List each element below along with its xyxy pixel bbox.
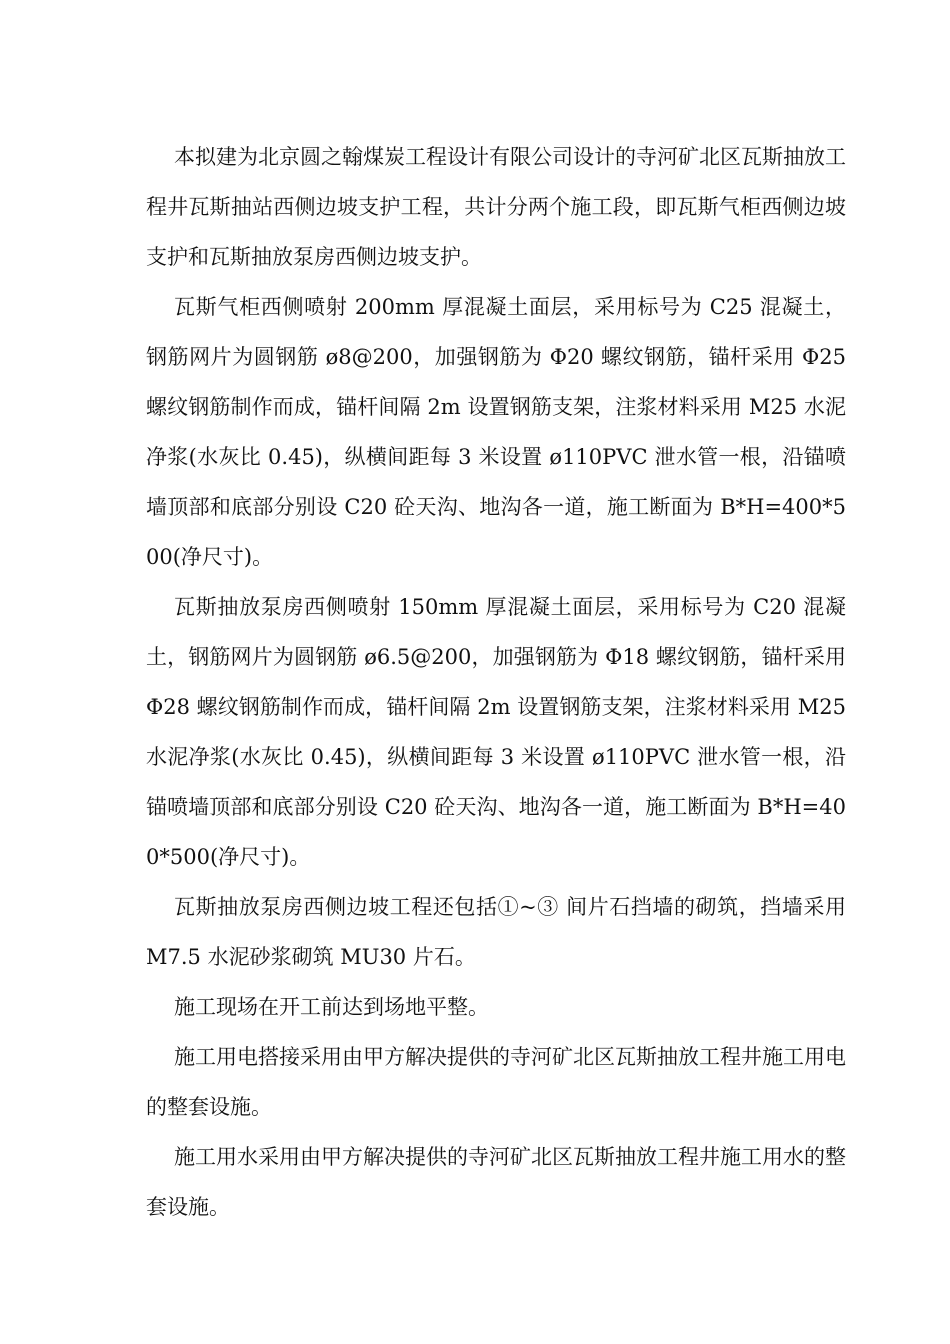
paragraph-power-supply: 施工用电搭接采用由甲方解决提供的寺河矿北区瓦斯抽放工程井施工用电的整套设施。 [146,1045,846,1119]
paragraph-retaining-wall: 瓦斯抽放泵房西侧边坡工程还包括①~③ 间片石挡墙的砌筑，挡墙采用 M7.5 水泥砂浆砌筑 MU30 片石。 [146,895,846,969]
paragraph-site-leveling: 施工现场在开工前达到场地平整。 [174,995,489,1019]
document-body [146,132,846,1232]
paragraph-project-overview: 本拟建为北京圆之翰煤炭工程设计有限公司设计的寺河矿北区瓦斯抽放工程井瓦斯抽站西侧边坡支护工程，共计分两个施工段，即瓦斯气柜西侧边坡支护和瓦斯抽放泵房西侧边坡支护。 [146,145,846,269]
paragraph-gas-holder-slope: 瓦斯气柜西侧喷射 200mm 厚混凝土面层，采用标号为 C25 混凝土，钢筋网片为圆钢筋 ø8@200，加强钢筋为 Φ20 螺纹钢筋，锚杆采用 Φ25 螺纹钢筋制作而成，锚杆间隔 2m 设置钢筋支架，注浆材料采用 M25 水泥净浆(水灰比 0.45)，纵横间距每 3 米设置 ø110PVC 泄水管一根，沿锚喷墙顶部和底部分别设 C20 砼天沟、地沟各一道，施工断面为 B*H=400*500(净尺寸)。 [146,295,846,569]
paragraph-pump-house-slope: 瓦斯抽放泵房西侧喷射 150mm 厚混凝土面层，采用标号为 C20 混凝土，钢筋网片为圆钢筋 ø6.5@200，加强钢筋为 Φ18 螺纹钢筋，锚杆采用 Φ28 螺纹钢筋制作而成，锚杆间隔 2m 设置钢筋支架，注浆材料采用 M25 水泥净浆(水灰比 0.45)，纵横间距每 3 米设置 ø110PVC 泄水管一根，沿锚喷墙顶部和底部分别设 C20 砼天沟、地沟各一道，施工断面为 B*H=400*500(净尺寸)。 [146,595,846,869]
paragraph-water-supply: 施工用水采用由甲方解决提供的寺河矿北区瓦斯抽放工程井施工用水的整套设施。 [146,1145,846,1219]
